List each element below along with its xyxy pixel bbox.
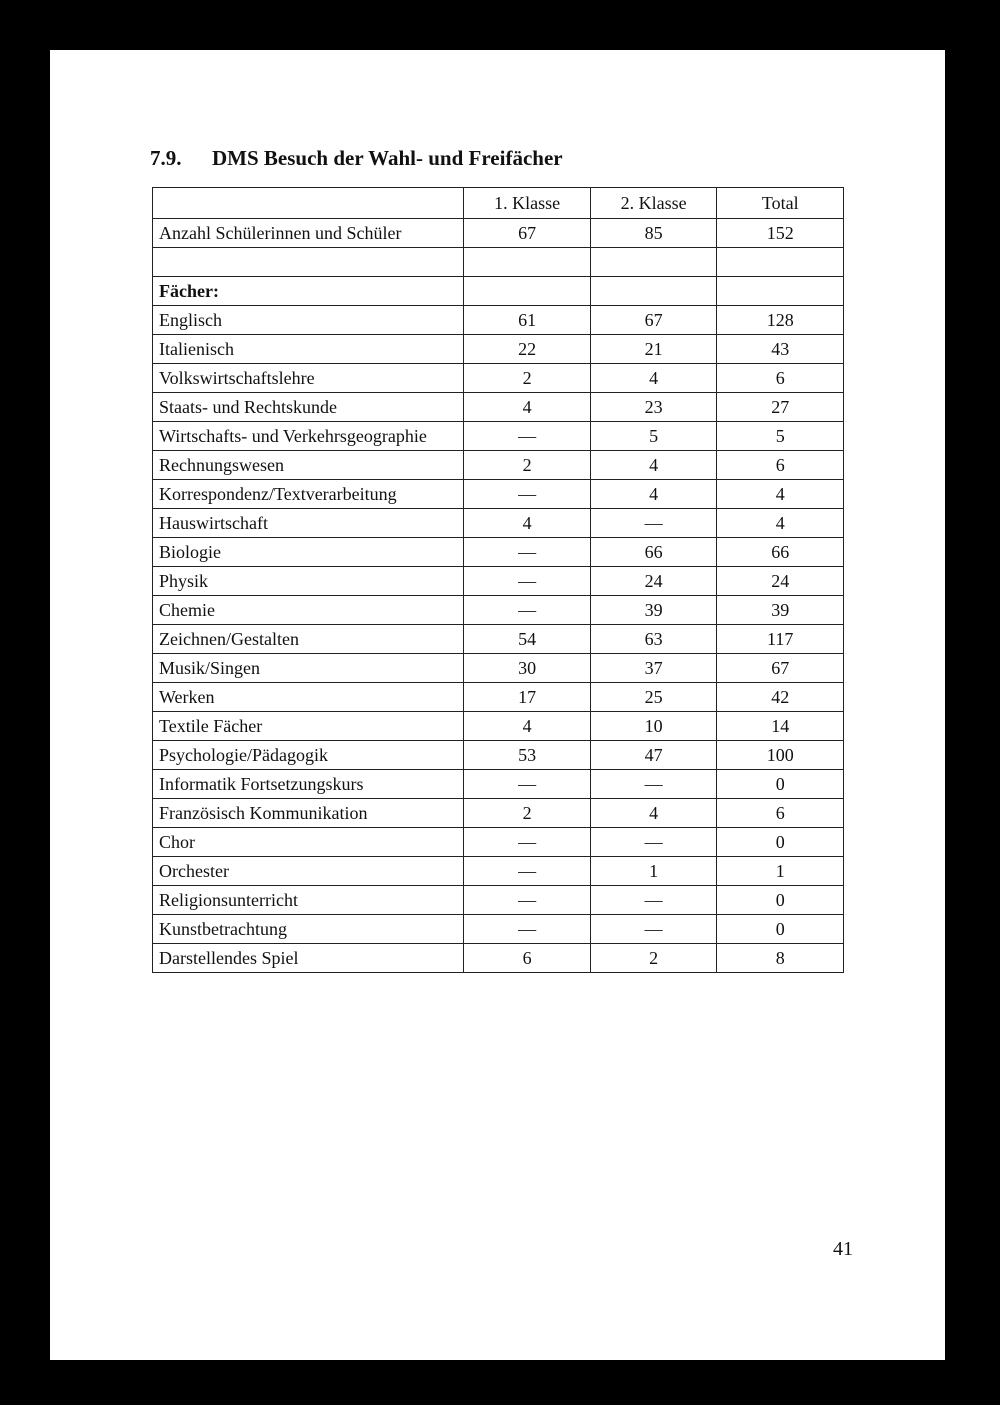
table-row xyxy=(153,857,844,886)
document-page xyxy=(50,50,945,1360)
cell-value: 0 xyxy=(717,886,844,915)
row-label: Wirtschafts- und Verkehrsgeographie xyxy=(153,422,464,451)
header-cell: 1. Klasse xyxy=(464,188,591,219)
cell-value: 14 xyxy=(717,712,844,741)
row-label: Darstellendes Spiel xyxy=(153,944,464,973)
cell-value: 6 xyxy=(464,944,591,973)
cell-value: 39 xyxy=(717,596,844,625)
section-number: 7.9. xyxy=(150,146,182,170)
cell-value: 4 xyxy=(464,712,591,741)
table-row xyxy=(153,509,844,538)
cell-value: 2 xyxy=(464,364,591,393)
row-label: Italienisch xyxy=(153,335,464,364)
cell-value: — xyxy=(464,538,591,567)
cell-value: 37 xyxy=(590,654,717,683)
subjects-table xyxy=(152,187,844,973)
cell-value: 0 xyxy=(717,915,844,944)
cell-value: 0 xyxy=(717,770,844,799)
table-row xyxy=(153,683,844,712)
cell-value: — xyxy=(464,770,591,799)
row-label: Chemie xyxy=(153,596,464,625)
table-row xyxy=(153,451,844,480)
cell-value: 4 xyxy=(717,509,844,538)
cell-value: 63 xyxy=(590,625,717,654)
cell-value: — xyxy=(590,509,717,538)
cell-value: — xyxy=(464,422,591,451)
empty-cell xyxy=(464,277,591,306)
cell-value: 4 xyxy=(590,799,717,828)
row-label: Französisch Kommunikation xyxy=(153,799,464,828)
cell-value: 5 xyxy=(717,422,844,451)
cell-value: 2 xyxy=(590,944,717,973)
cell-value: 1 xyxy=(717,857,844,886)
table-row xyxy=(153,422,844,451)
table-row xyxy=(153,886,844,915)
row-label: Religionsunterricht xyxy=(153,886,464,915)
cell-value: 4 xyxy=(590,364,717,393)
row-label: Textile Fächer xyxy=(153,712,464,741)
empty-cell xyxy=(590,248,717,277)
cell-value: 61 xyxy=(464,306,591,335)
cell-value: — xyxy=(464,480,591,509)
row-label: Musik/Singen xyxy=(153,654,464,683)
cell-value: 66 xyxy=(717,538,844,567)
cell-value: 24 xyxy=(590,567,717,596)
section-row xyxy=(153,277,844,306)
cell-value: 17 xyxy=(464,683,591,712)
cell-value: 67 xyxy=(590,306,717,335)
row-label: Chor xyxy=(153,828,464,857)
table-row xyxy=(153,393,844,422)
cell-value: 1 xyxy=(590,857,717,886)
cell-value: 8 xyxy=(717,944,844,973)
cell-value: 39 xyxy=(590,596,717,625)
cell-value: 43 xyxy=(717,335,844,364)
cell-value: 4 xyxy=(590,451,717,480)
row-label: Psychologie/Pädagogik xyxy=(153,741,464,770)
table-row xyxy=(153,364,844,393)
cell-value: 117 xyxy=(717,625,844,654)
empty-cell xyxy=(153,248,464,277)
table-row xyxy=(153,306,844,335)
table-row xyxy=(153,335,844,364)
cell-value: 4 xyxy=(464,393,591,422)
header-cell: Total xyxy=(717,188,844,219)
row-label: Rechnungswesen xyxy=(153,451,464,480)
cell-value: 4 xyxy=(464,509,591,538)
header-cell xyxy=(153,188,464,219)
header-cell: 2. Klasse xyxy=(590,188,717,219)
table-row xyxy=(153,741,844,770)
row-label: Orchester xyxy=(153,857,464,886)
table-row xyxy=(153,944,844,973)
row-label: Hauswirtschaft xyxy=(153,509,464,538)
cell-value: 30 xyxy=(464,654,591,683)
cell-value: 100 xyxy=(717,741,844,770)
row-label: Korrespondenz/Textverarbeitung xyxy=(153,480,464,509)
section-label: Fächer: xyxy=(153,277,464,306)
table-row xyxy=(153,915,844,944)
cell-value: 4 xyxy=(590,480,717,509)
row-label: Volkswirtschaftslehre xyxy=(153,364,464,393)
cell-value: 6 xyxy=(717,364,844,393)
table-row xyxy=(153,625,844,654)
empty-cell xyxy=(464,248,591,277)
cell-value: — xyxy=(464,567,591,596)
table-row xyxy=(153,480,844,509)
cell-value: — xyxy=(590,886,717,915)
cell-value: 67 xyxy=(717,654,844,683)
cell-value: 4 xyxy=(717,480,844,509)
cell-value: 24 xyxy=(717,567,844,596)
cell-value: 54 xyxy=(464,625,591,654)
cell-value: 27 xyxy=(717,393,844,422)
cell-value: 128 xyxy=(717,306,844,335)
cell-value: 66 xyxy=(590,538,717,567)
cell-value: 6 xyxy=(717,799,844,828)
row-label: Werken xyxy=(153,683,464,712)
cell-value: — xyxy=(590,770,717,799)
table-row xyxy=(153,799,844,828)
table-row xyxy=(153,654,844,683)
cell-value: — xyxy=(464,828,591,857)
cell-value: — xyxy=(464,886,591,915)
table-row xyxy=(153,712,844,741)
empty-cell xyxy=(717,277,844,306)
cell-value: 42 xyxy=(717,683,844,712)
cell-value: 5 xyxy=(590,422,717,451)
empty-cell xyxy=(590,277,717,306)
cell-value: 67 xyxy=(464,219,591,248)
table-row xyxy=(153,596,844,625)
cell-value: 2 xyxy=(464,451,591,480)
row-label: Englisch xyxy=(153,306,464,335)
cell-value: — xyxy=(464,596,591,625)
cell-value: 6 xyxy=(717,451,844,480)
cell-value: 22 xyxy=(464,335,591,364)
section-title xyxy=(150,146,563,171)
cell-value: 23 xyxy=(590,393,717,422)
table-row xyxy=(153,567,844,596)
row-label: Staats- und Rechtskunde xyxy=(153,393,464,422)
cell-value: — xyxy=(590,915,717,944)
row-label: Physik xyxy=(153,567,464,596)
row-label: Anzahl Schülerinnen und Schüler xyxy=(153,219,464,248)
cell-value: 53 xyxy=(464,741,591,770)
row-label: Informatik Fortsetzungskurs xyxy=(153,770,464,799)
section-heading: DMS Besuch der Wahl- und Freifächer xyxy=(212,146,563,170)
table-row xyxy=(153,538,844,567)
row-label: Kunstbetrachtung xyxy=(153,915,464,944)
cell-value: 47 xyxy=(590,741,717,770)
cell-value: — xyxy=(590,828,717,857)
page-number: 41 xyxy=(833,1238,853,1260)
table-row xyxy=(153,770,844,799)
students-row xyxy=(153,219,844,248)
cell-value: 25 xyxy=(590,683,717,712)
cell-value: 10 xyxy=(590,712,717,741)
cell-value: 2 xyxy=(464,799,591,828)
cell-value: 152 xyxy=(717,219,844,248)
row-label: Zeichnen/Gestalten xyxy=(153,625,464,654)
table-header-row xyxy=(153,188,844,219)
cell-value: 85 xyxy=(590,219,717,248)
cell-value: — xyxy=(464,857,591,886)
table-row xyxy=(153,828,844,857)
cell-value: 21 xyxy=(590,335,717,364)
row-label: Biologie xyxy=(153,538,464,567)
blank-row xyxy=(153,248,844,277)
empty-cell xyxy=(717,248,844,277)
cell-value: — xyxy=(464,915,591,944)
cell-value: 0 xyxy=(717,828,844,857)
